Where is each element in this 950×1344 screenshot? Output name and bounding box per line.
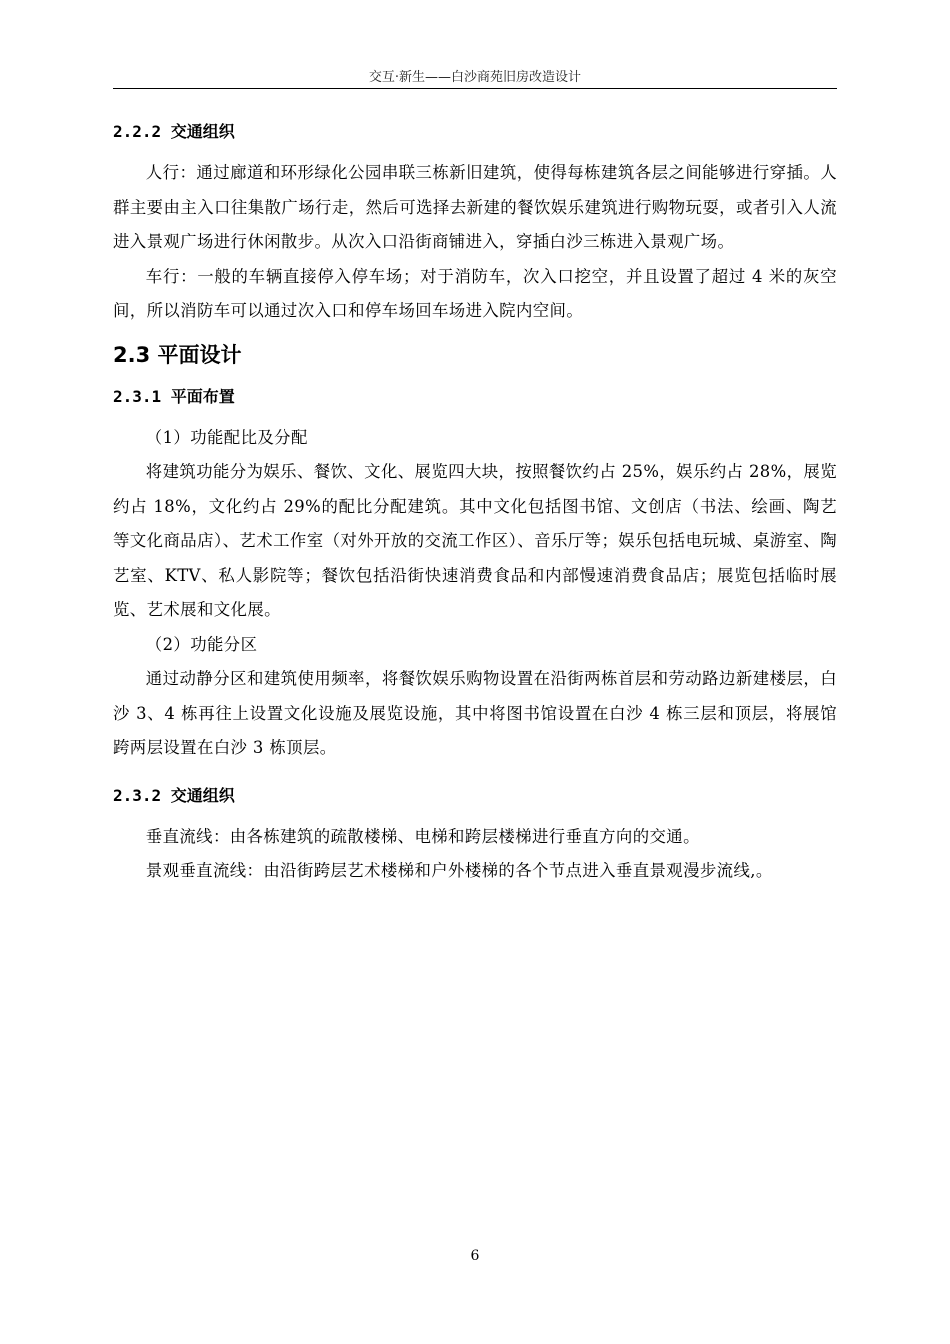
section-heading-2-2-2: 2.2.2 交通组织 — [113, 122, 235, 141]
page-body — [113, 114, 837, 889]
header-rule — [113, 88, 837, 89]
spacer — [113, 766, 837, 778]
running-header: 交互·新生——白沙商苑旧房改造设计 — [368, 70, 582, 85]
paragraph-landscape-circulation: 景观垂直流线：由沿街跨层艺术楼梯和户外楼梯的各个节点进入垂直景观漫步流线,。 — [145, 861, 773, 880]
page-number: 6 — [470, 1248, 480, 1264]
section-heading-2-3-2: 2.3.2 交通组织 — [113, 785, 235, 805]
section-heading-2-3: 2.3 平面设计 — [113, 342, 242, 367]
paragraph-function-ratio: 将建筑功能分为娱乐、餐饮、文化、展览四大块，按照餐饮约占 25%，娱乐约占 28%，展览约占 18%，文化约占 29%的配比分配建筑。其中文化包括图书馆、文创店（书法、绘画、陶艺等文化商品店）、艺术工作室（对外开放的交流工作区）、音乐厅等；娱乐包括电玩城、桌游室、陶艺室、KTV、私人影院等；餐饮包括沿街快速消费食品和内部慢速消费食品店；展览包括临时展览、艺术展和文化展。 — [113, 462, 837, 619]
paragraph-vehicle: 车行：一般的车辆直接停入停车场；对于消防车，次入口挖空，并且设置了超过 4 米的灰空间，所以消防车可以通过次入口和停车场回车场进入院内空间。 — [113, 266, 837, 320]
paragraph-function-zoning: 通过动静分区和建筑使用频率，将餐饮娱乐购物设置在沿街两栋首层和劳动路边新建楼层，白沙 3、4 栋再往上设置文化设施及展览设施，其中将图书馆设置在白沙 4 栋三层和顶层，将展馆跨两层设置在白沙 3 栋顶层。 — [113, 669, 837, 757]
section-heading-2-3-1: 2.3.1 平面布置 — [113, 386, 235, 406]
paragraph-function-zoning-title: （2）功能分区 — [145, 634, 258, 654]
paragraph-vertical-circulation: 垂直流线：由各栋建筑的疏散楼梯、电梯和跨层楼梯进行垂直方向的交通。 — [145, 826, 700, 846]
paragraph-function-ratio-title: （1）功能配比及分配 — [145, 427, 308, 447]
paragraph-pedestrian: 人行：通过廊道和环形绿化公园串联三栋新旧建筑，使得每栋建筑各层之间能够进行穿插。人群主要由主入口往集散广场行走，然后可选择去新建的餐饮娱乐建筑进行购物玩耍，或者引入人流进入景观广场进行休闲散步。从次入口沿街商铺进入，穿插白沙三栋进入景观广场。 — [113, 163, 837, 251]
